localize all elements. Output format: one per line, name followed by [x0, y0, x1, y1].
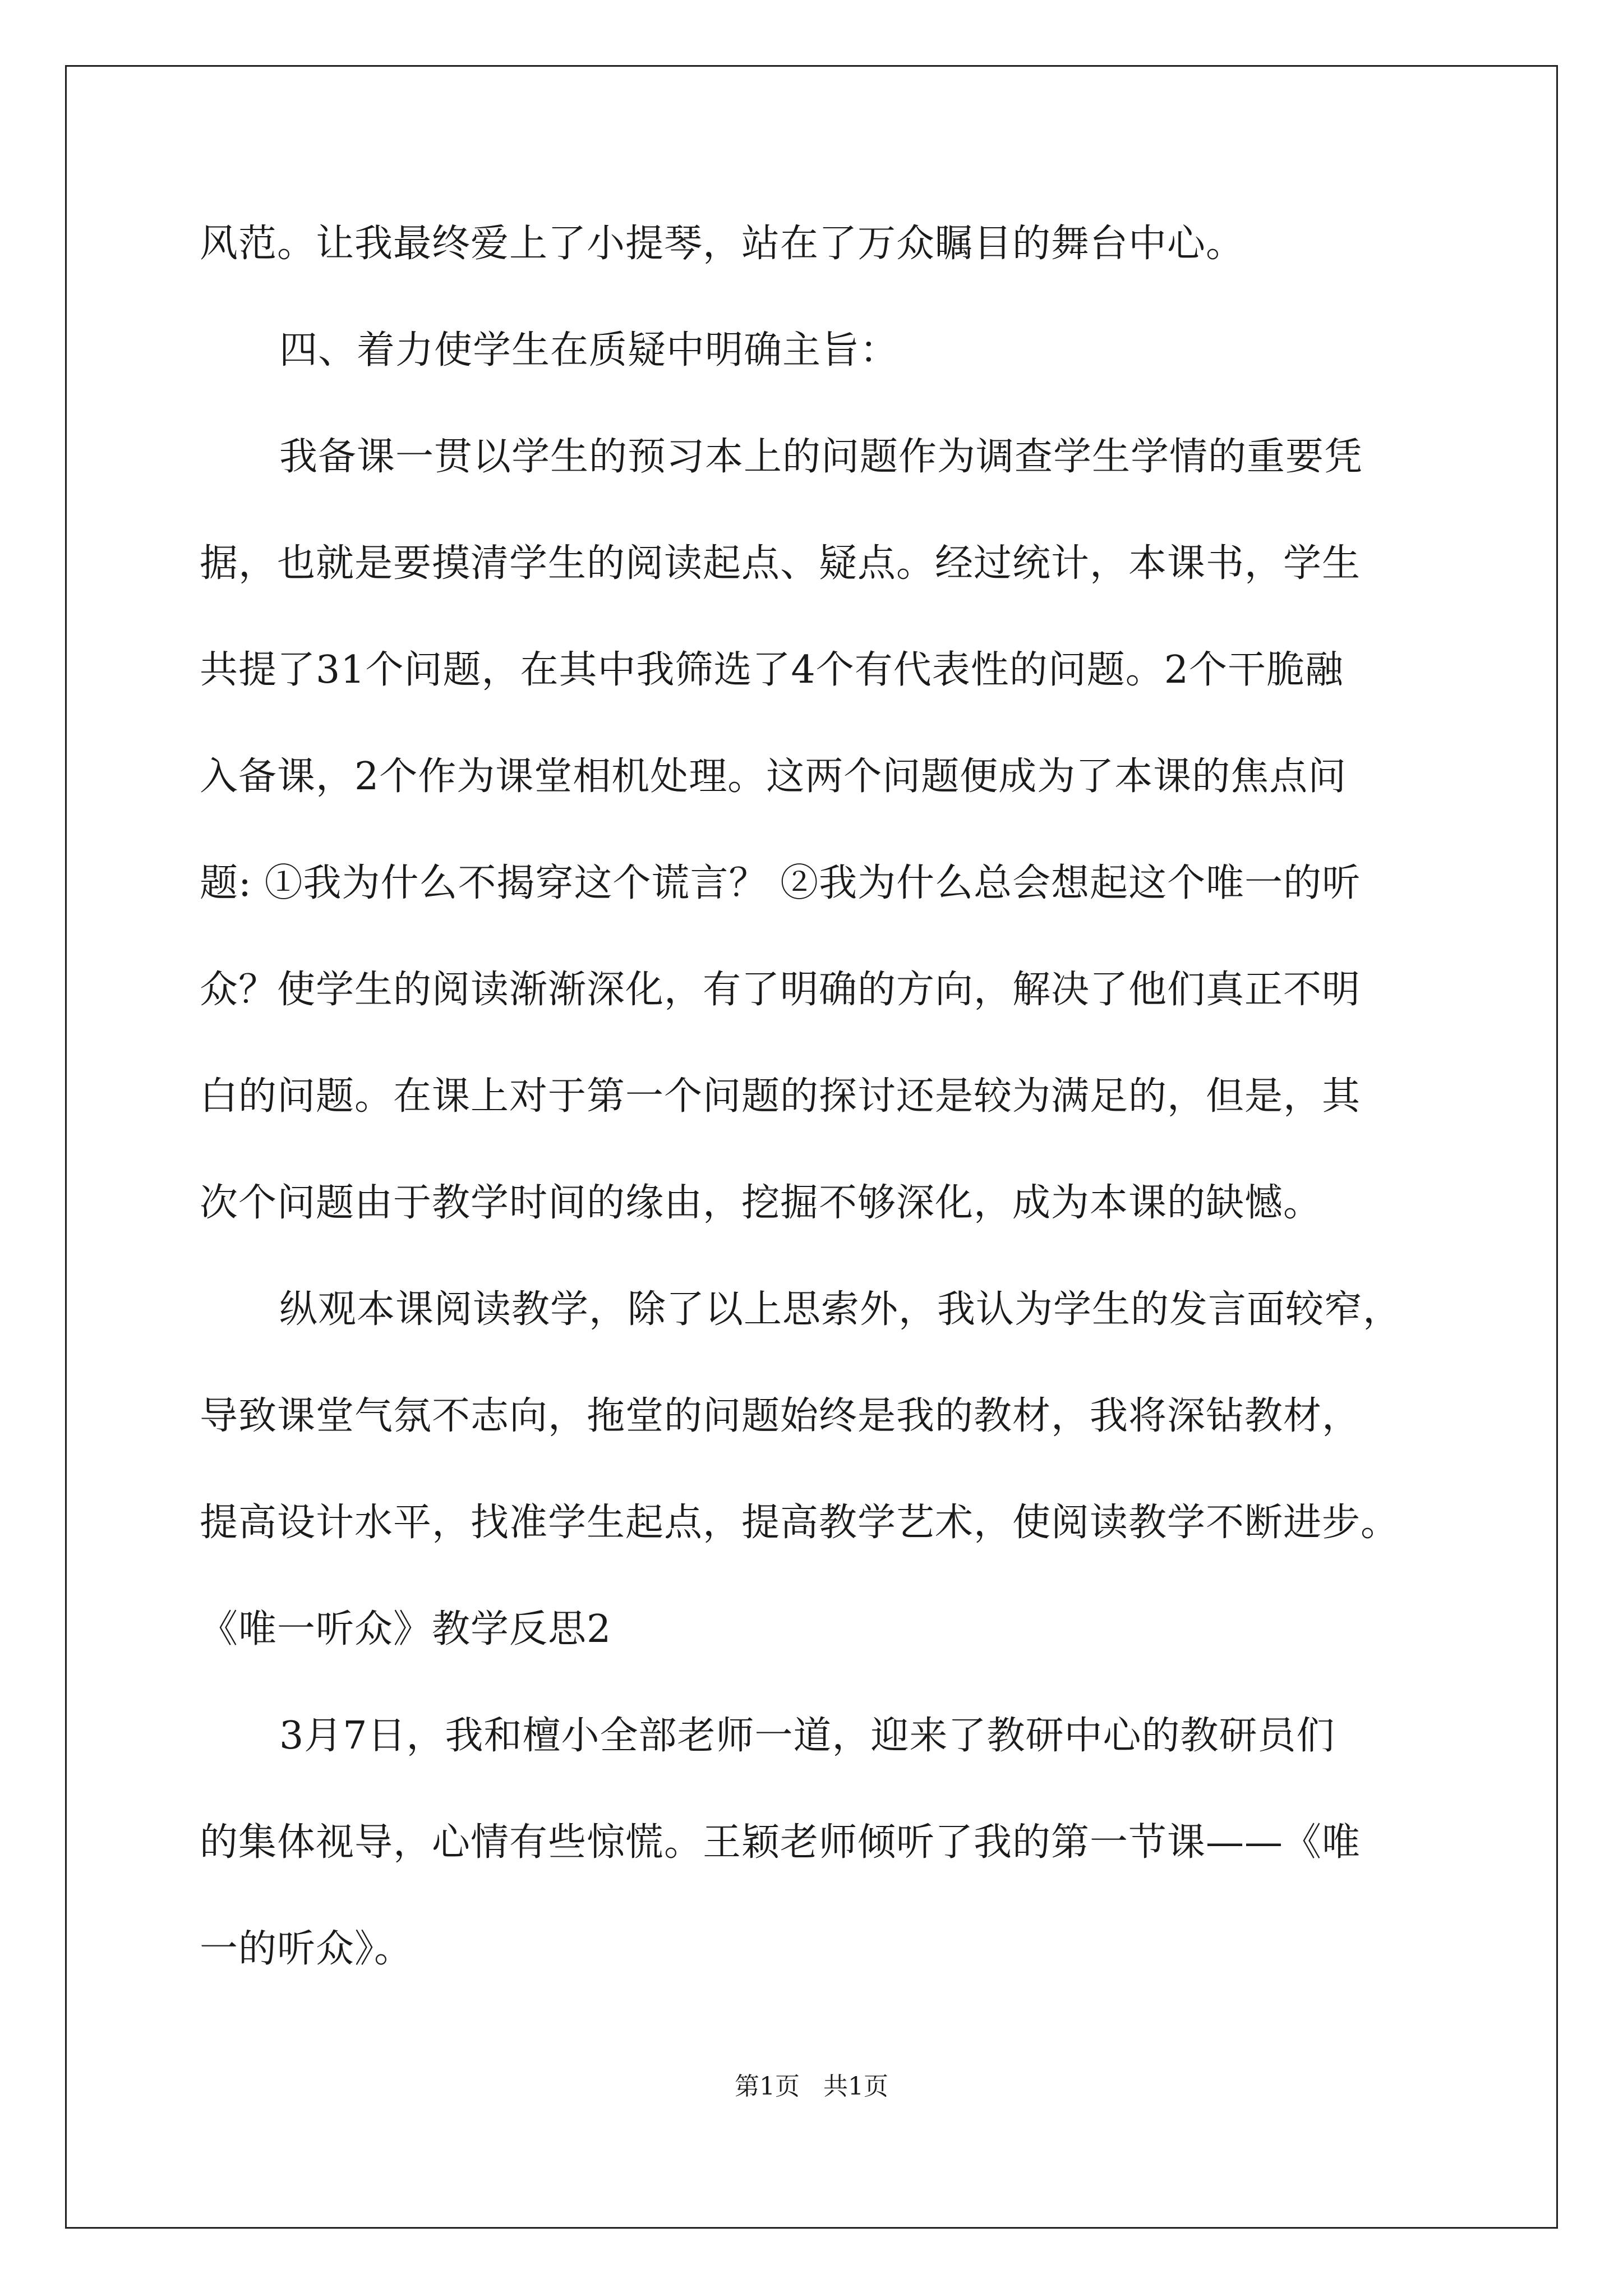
text-line: 题: ①我为什么不揭穿这个谎言？ ②我为什么总会想起这个唯一的听: [200, 861, 1361, 905]
text-line: 风范。让我最终爱上了小提琴，站在了万众瞩目的舞台中心。: [200, 222, 1245, 266]
text-line: 入备课，2个作为课堂相机处理。这两个问题便成为了本课的焦点问: [200, 754, 1347, 799]
text-line: 据，也就是要摸清学生的阅读起点、疑点。经过统计，本课书，学生: [200, 541, 1361, 586]
section-heading: 四、着力使学生在质疑中明确主旨：: [279, 328, 899, 372]
article-title: 《唯一听众》教学反思2: [200, 1607, 612, 1651]
page-border: [65, 65, 1558, 2229]
text-line: 的集体视导，心情有些惊慌。王颖老师倾听了我的第一节课——《唯: [200, 1820, 1361, 1865]
text-line: 白的问题。在课上对于第一个问题的探讨还是较为满足的，但是，其: [200, 1074, 1361, 1119]
text-line: 提高设计水平，找准学生起点，提高教学艺术，使阅读教学不断进步。: [200, 1501, 1400, 1545]
text-line: 3月7日，我和檀小全部老师一道，迎来了教研中心的教研员们: [279, 1714, 1335, 1758]
text-line: 一的听众》。: [200, 1927, 413, 1971]
text-line: 导致课堂气氛不志向，拖堂的问题始终是我的教材，我将深钻教材，: [200, 1394, 1361, 1438]
page-footer: 第1页 共1页: [735, 2072, 888, 2101]
text-line: 纵观本课阅读教学，除了以上思索外，我认为学生的发言面较窄，: [279, 1287, 1402, 1332]
text-line: 共提了31个问题，在其中我筛选了4个有代表性的问题。2个干脆融: [200, 648, 1344, 692]
text-line: 我备课一贯以学生的预习本上的问题作为调查学生学情的重要凭: [279, 435, 1363, 479]
text-line: 次个问题由于教学时间的缘由，挖掘不够深化，成为本课的缺憾。: [200, 1181, 1322, 1225]
text-line: 众？使学生的阅读渐渐深化，有了明确的方向，解决了他们真正不明: [200, 968, 1361, 1012]
